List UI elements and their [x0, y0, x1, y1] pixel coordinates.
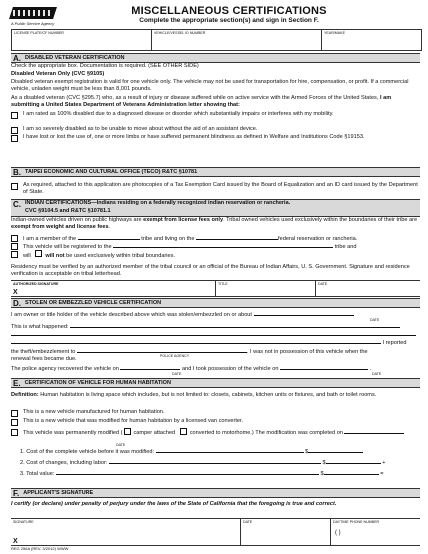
perjury-certification: I certify (or declare) under penalty of perjury under the laws of the State of California that the foregoing is true and correct.: [11, 501, 337, 507]
authorized-signature-field[interactable]: AUTHORIZED SIGNATURE X: [11, 281, 216, 296]
total-value: 3. Total value: $ =: [20, 471, 384, 477]
cost-before: 1. Cost of the complete vehicle before it was modified: $: [20, 447, 410, 456]
section-f-header: F. APPLICANT'S SIGNATURE: [11, 488, 420, 498]
option-tribe-member[interactable]: I am a member of the tribe and living on the federal reservation or rancheria.: [11, 234, 420, 243]
section-a-subhead: Disabled Veteran Only (CVC §9105): [11, 71, 105, 77]
section-e-definition: Definition: Human habitation is living space which includes, but is not limited to: closets, cabinets, kitchen units or fixtures, and bath or toilet rooms.: [11, 392, 377, 398]
option-permanently-modified[interactable]: This vehicle was permanently modified ( camper attached converted to motorhome.) The modification was completed on: [11, 428, 420, 437]
section-c-p1: Indian-owned vehicles driven on public highways are exempt from license fees only. Tribal owned vehicles used exclusively within the boundaries of their tribe are exempt from weight and license fees.: [11, 217, 418, 231]
section-a-header: A. DISABLED VETERAN CERTIFICATION: [11, 53, 420, 63]
checkbox[interactable]: [11, 429, 18, 436]
form-subtitle: Complete the appropriate section(s) and sign in Section F.: [139, 17, 319, 24]
checkbox[interactable]: [35, 250, 42, 257]
section-d-header: D. STOLEN OR EMBEZZLED VEHICLE CERTIFICATION: [11, 298, 420, 308]
form-title: MISCELLANEOUS CERTIFICATIONS: [131, 5, 327, 17]
section-d-l5: renewal fees became due.: [11, 356, 77, 362]
checkbox[interactable]: [11, 410, 18, 417]
option-lost-limbs[interactable]: I have lost or lost the use of, one or more limbs or have suffered permanent blindness as defined in Welfare and Institutions Code §19153.: [11, 134, 420, 142]
vehicle-id-row: [11, 29, 422, 51]
checkbox[interactable]: [11, 112, 18, 119]
form-footer: REG 256A (REV. 3/2012) WWW: [11, 546, 69, 551]
section-a-p2: As a disabled veteran (CVC §295.7) who, as a result of injury or disease suffered while on active service with the Armed Forces of the United States, I am submitting a United States Department of Veterans Administration letter showing that:: [11, 95, 392, 109]
option-will-use-within[interactable]: will will not be used exclusively within tribal boundaries.: [11, 250, 420, 260]
option-teco[interactable]: As required, attached to this application are photocopies of a Tax Exemption Card issued by the Board of Equalization and an ID card issued by the Department of State.: [11, 182, 420, 196]
section-c-signature-row: [11, 280, 420, 297]
cost-changes: 2. Cost of changes, including labor: $ +: [20, 460, 386, 466]
section-c-header: C. INDIAN CERTIFICATIONS—Indians residing on a federally recognized indian reservation or rancheria. CVC §9104.5 and R&TC §10781.1: [11, 199, 420, 217]
section-e-header: E. CERTIFICATION OF VEHICLE FOR HUMAN HABITATION: [11, 378, 420, 388]
section-d-l6: The police agency recovered the vehicle on and I took possession of the vehicle on .: [11, 366, 372, 372]
checkbox[interactable]: [11, 419, 18, 426]
checkbox[interactable]: [11, 183, 18, 190]
license-plate-field[interactable]: LICENSE PLATE/CF NUMBER: [12, 30, 152, 50]
option-severely-disabled[interactable]: I am so severely disabled as to be unable to move about without the aid of an assistant device.: [11, 126, 420, 134]
date-field[interactable]: DATE: [318, 282, 328, 286]
year-make-field[interactable]: YEAR/MAKE: [324, 31, 345, 35]
section-d-l1: I am owner or title holder of the vehicle described above which was stolen/embezzled on or about: [11, 310, 420, 319]
checkbox[interactable]: [11, 235, 18, 242]
option-new-manufactured[interactable]: This is a new vehicle manufactured for human habitation.: [11, 409, 420, 417]
daytime-phone-field[interactable]: DAYTIME PHONE NUMBER ( ): [333, 520, 380, 536]
section-a-p1: Disabled veteran exempt registration is valid for one vehicle only. The vehicle may not be used for transportation for hire, compensation, or profit. If a commercial vehicle, unladen weight must be less than 8,001 pounds.: [11, 79, 409, 93]
form-page: A Public Service Agency MISCELLANEOUS CERTIFICATIONS Complete the appropriate section(s) and sign in Section F. LICENSE PLATE/CF NUMBER VEHICLE/VESSEL ID NUMBER YEAR/MAKE A. DISABLED VETERAN CERTIFICATION Check the appropriate box. Documentation is required. (SEE OTHER SIDE) Disabled Veteran Only (CVC §9105) Disabled veteran exempt registration is valid for one vehicle only. The vehicle may not be used for transportation for hire, compensation, or profit. If a commercial vehicle, unladen weight must be less than 8,001 pounds. As a disabled veteran (CVC §295.7) who, as a result of injury or disease suffered while on active service with the Armed Forces of the United States, I am submitting a United States Department of Veterans Administration letter showing that: I am rated as 100% disabled due to a diagnosed disease or disorder which substantially impairs or interferes with my mobility. I am so severely disabled as to be unable to move about without the aid of an assistant device. I have lost or lost the use of, one or more limbs or have suffered permanent blindness as defined in Welfare and Institutions Code §19153. B. TAIPEI ECONOMIC AND CULTURAL OFFICE (TECO) R&TC §10781 As required, attached to this application are photocopies of a Tax Exemption Card issued by the Board of Equalization and an ID card issued by the Department of State. C. INDIAN CERTIFICATIONS—Indians residing on a federally recognized indian reservation or rancheria. CVC §9104.5 and R&TC §10781.1 Indian-owned vehicles driven on public highways are exempt from license fees only. Tribal owned vehicles used exclusively within the boundaries of their tribe are exempt from weight and license fees. I am a member of the tribe and living on the federal reservation or rancheria. This vehicle will be registered to the tribe and will will not be used exclusively within tribal boundaries. Residency must be verified by an authorized member of the tribal council or an official of the Bureau of Indian Affairs, U. S. Government. Signature and residence verification is acceptable on tribal letterhead. AUTHORIZED SIGNATURE X TITLE DATE D. STOLEN OR EMBEZZLED VEHICLE CERTIFICATION I am owner or title holder of the vehicle described above which was stolen/embezzled on or about DATE This is what happened: I reported the theft/embezzlement to . I was not in possession of this vehicle when the POLICE AGENCY renewal fees became due. The police agency recovered the vehicle on and I took possession of the vehicle on . DATE DATE E. CERTIFICATION OF VEHICLE FOR HUMAN HABITATION Definition: Human habitation is living space which includes, but is not limited to: closets, cabinets, kitchen units or fixtures, and bath or toilet rooms. This is a new vehicle manufactured for human habitation. This is a new vehicle that was modified for human habitation by a licensed van converter. This vehicle was permanently modified ( camper attached converted to motorhome.) The modification was completed on DATE 1. Cost of the complete vehicle before it was modified: $ 2. Cost of changes, including labor: $ + 3. Total value: $ = F. APPLICANT'S SIGNATURE I certify (or declare) under penalty of perjury under the laws of the State of California that the foregoing is true and correct. SIGNATURE X DATE DAYTIME PHONE NUMBER ( ) REG 256A (REV. 3/2012) WWW: [0, 0, 428, 554]
section-d-l2: This is what happened:: [11, 322, 420, 331]
vin-field[interactable]: VEHICLE/VESSEL ID NUMBER: [152, 30, 322, 50]
checkbox[interactable]: [11, 251, 18, 258]
option-new-modified[interactable]: This is a new vehicle that was modified for human habitation by a licensed van converter.: [11, 418, 420, 426]
section-a-intro: Check the appropriate box. Documentation is required. (SEE OTHER SIDE): [11, 63, 199, 69]
checkbox[interactable]: [180, 428, 187, 435]
checkbox[interactable]: [11, 135, 18, 142]
section-f-signature-row: [11, 518, 420, 546]
applicant-signature-field[interactable]: SIGNATURE X: [11, 519, 241, 545]
checkbox[interactable]: [11, 243, 18, 250]
agency-tagline: A Public Service Agency: [11, 21, 55, 26]
applicant-date-field[interactable]: DATE: [241, 519, 331, 545]
option-rated-100[interactable]: I am rated as 100% disabled due to a diagnosed disease or disorder which substantially impairs or interferes with my mobility.: [11, 111, 420, 119]
title-field[interactable]: TITLE: [216, 281, 316, 296]
checkbox[interactable]: [124, 428, 131, 435]
section-b-header: B. TAIPEI ECONOMIC AND CULTURAL OFFICE (TECO) R&TC §10781: [11, 167, 420, 177]
checkbox[interactable]: [11, 127, 18, 134]
section-c-p2: Residency must be verified by an authorized member of the tribal council or an official of the Bureau of Indian Affairs, U. S. Government. Signature and residence verification is acceptable on tribal letterhead.: [11, 264, 410, 278]
section-d-l4: the theft/embezzlement to . I was not in possession of this vehicle when the: [11, 349, 368, 355]
section-d-l3: I reported: [11, 338, 420, 347]
option-registered-tribe[interactable]: This vehicle will be registered to the tribe and: [11, 242, 420, 251]
